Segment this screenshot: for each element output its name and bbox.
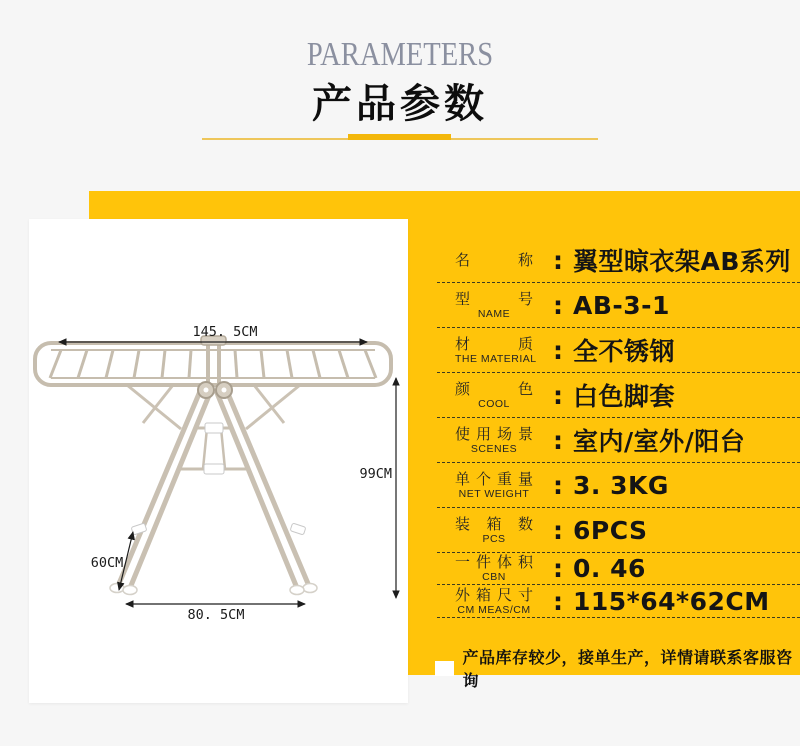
spec-label-en: CM MEAS/CM — [457, 603, 531, 616]
spec-value: AB-3-1 — [573, 290, 670, 320]
spec-colon: : — [553, 380, 563, 410]
spec-value: 6PCS — [573, 515, 648, 545]
spec-colon: : — [553, 290, 563, 320]
spec-row-material — [437, 328, 800, 373]
spec-label-zh: 一件体积 — [455, 554, 533, 571]
spec-colon: : — [553, 470, 563, 500]
spec-row-carton-size — [437, 585, 800, 618]
spec-label-zh: 名称 — [455, 251, 533, 269]
spec-row-volume — [437, 553, 800, 585]
rack-rungs — [50, 350, 376, 378]
spec-label — [455, 554, 533, 583]
note-square-icon — [435, 661, 454, 676]
spec-colon: : — [553, 335, 563, 365]
spec-colon: : — [553, 554, 563, 583]
rack-top-frame — [35, 336, 391, 385]
drying-rack-illustration — [29, 219, 408, 703]
spec-colon: : — [553, 586, 563, 616]
spec-label — [455, 587, 533, 616]
spec-value: 全不锈钢 — [573, 337, 676, 366]
spec-label-en: COOL — [478, 397, 510, 410]
spec-label-en: SCENES — [470, 442, 518, 455]
spec-colon: : — [553, 245, 563, 275]
rack-feet — [110, 584, 317, 595]
title-divider-bar — [348, 134, 451, 140]
spec-row-color — [437, 373, 800, 418]
spec-row-net-weight — [437, 463, 800, 508]
section-title-zh: 产品参数 — [312, 82, 488, 126]
spec-label-zh: 外箱尺寸 — [455, 586, 533, 604]
spec-label — [455, 291, 533, 320]
spec-label-en: NAME — [477, 307, 511, 320]
spec-colon: : — [553, 425, 563, 455]
spec-value: 室内/室外/阳台 — [573, 427, 746, 456]
spec-label-en: PCS — [482, 532, 506, 545]
dimension-leg-label: 60CM — [90, 555, 124, 571]
spec-row-name — [437, 238, 800, 283]
spec-label-en: CBN — [482, 571, 506, 583]
spec-row-scenes — [437, 418, 800, 463]
spec-label — [455, 335, 537, 365]
dimension-height-label: 99CM — [359, 466, 392, 482]
spec-value: 0. 46 — [573, 554, 646, 583]
spec-row-model — [437, 283, 800, 328]
spec-label — [455, 516, 533, 545]
dimension-top-width-label: 145. 5CM — [192, 324, 258, 340]
spec-label — [455, 252, 533, 269]
stock-note-text: 产品库存较少，接单生产，详情请联系客服咨询 — [462, 650, 793, 690]
spec-row-packing-qty — [437, 508, 800, 553]
dimension-base-width-label: 80. 5CM — [187, 607, 245, 623]
spec-label-en: THE MATERIAL — [455, 352, 537, 365]
spec-label — [455, 471, 533, 500]
spec-label-zh: 颜色 — [455, 380, 533, 398]
spec-value: 3. 3KG — [573, 470, 669, 500]
spec-colon: : — [553, 515, 563, 545]
product-image-card — [29, 219, 408, 703]
spec-label-zh: 单个重量 — [455, 470, 533, 488]
spec-label — [455, 426, 533, 455]
spec-label-zh: 材质 — [455, 335, 533, 353]
spec-label-zh: 装箱数 — [455, 515, 533, 533]
spec-table — [437, 191, 800, 618]
stock-note — [435, 645, 800, 691]
spec-value: 115*64*62CM — [573, 586, 770, 616]
spec-label-zh: 型号 — [455, 290, 533, 308]
spec-value: 白色脚套 — [573, 382, 676, 411]
spec-value: 翼型晾衣架AB系列 — [573, 247, 791, 276]
spec-label — [455, 381, 533, 410]
spec-label-zh: 使用场景 — [455, 425, 533, 443]
spec-label-en: NET WEIGHT — [458, 487, 530, 500]
section-title-en: PARAMETERS — [306, 36, 494, 73]
